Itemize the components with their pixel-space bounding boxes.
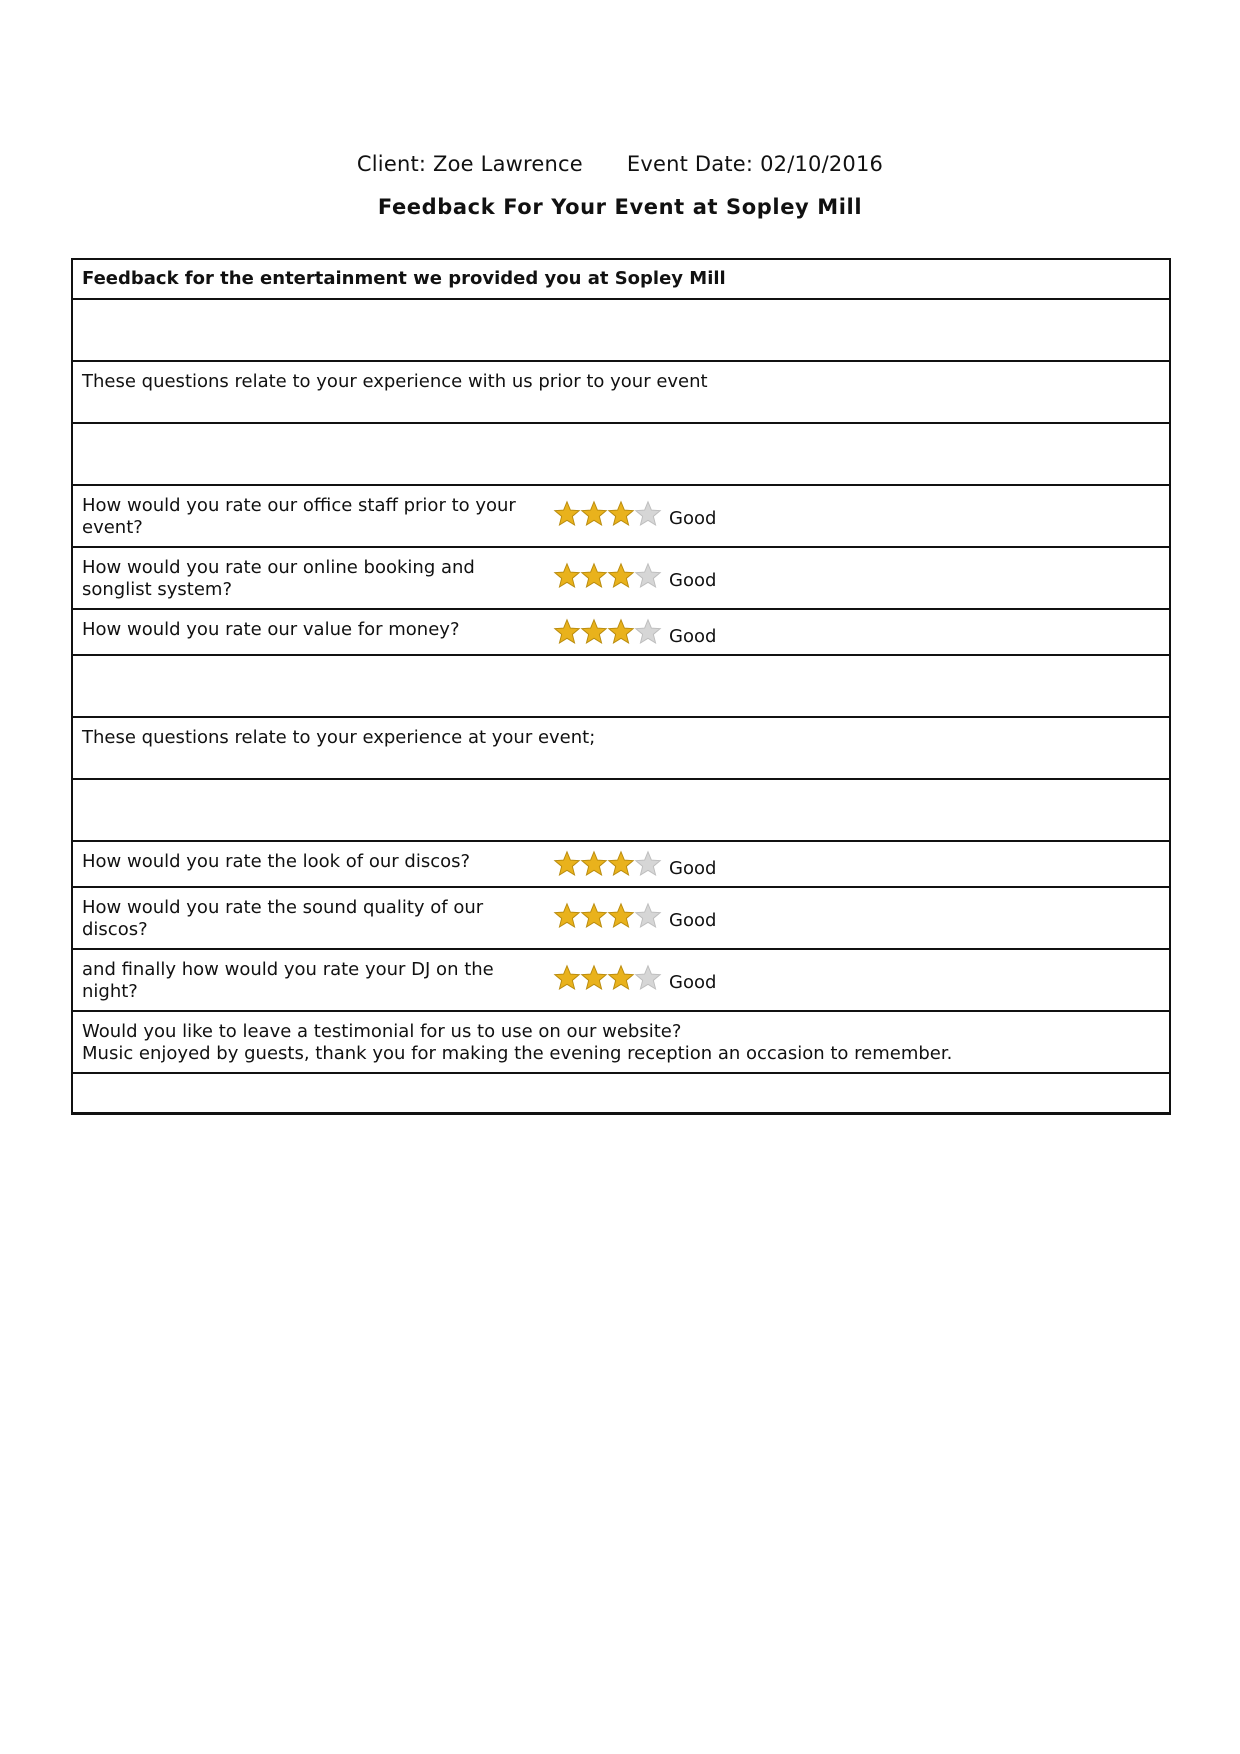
question-text: How would you rate our office staff prior to your event? — [82, 495, 516, 538]
star-group — [553, 902, 661, 930]
star-filled-icon — [553, 618, 581, 646]
section-row-before — [73, 362, 1169, 424]
page-title: Feedback For Your Event at Sopley Mill — [377, 195, 863, 219]
star-empty-icon — [634, 902, 662, 930]
star-empty-icon — [634, 618, 662, 646]
star-filled-icon — [607, 964, 635, 992]
star-rating — [553, 902, 716, 930]
star-group — [553, 850, 661, 878]
testimonial-question: Would you like to leave a testimonial for us to use on our website? — [82, 1021, 682, 1042]
question-row — [73, 842, 1169, 888]
star-filled-icon — [580, 500, 608, 528]
blank-row — [73, 1074, 1169, 1112]
question-row — [73, 950, 1169, 1012]
rating-label: Good — [669, 508, 717, 529]
table-heading: Feedback for the entertainment we provided you at Sopley Mill — [82, 268, 726, 289]
question-text: How would you rate our online booking and songlist system? — [82, 557, 475, 600]
star-filled-icon — [607, 850, 635, 878]
star-filled-icon — [553, 964, 581, 992]
event-date: Event Date: 02/10/2016 — [626, 152, 884, 176]
question-text: How would you rate the sound quality of our discos? — [82, 897, 484, 940]
question-text: How would you rate our value for money? — [82, 619, 460, 640]
star-filled-icon — [553, 850, 581, 878]
client-event-line — [0, 152, 1240, 176]
rating-label: Good — [669, 972, 717, 993]
star-filled-icon — [580, 562, 608, 590]
star-filled-icon — [553, 902, 581, 930]
star-rating — [553, 964, 716, 992]
blank-row — [73, 780, 1169, 842]
testimonial-answer: Music enjoyed by guests, thank you for making the evening reception an occasion to remember. — [82, 1043, 953, 1064]
star-empty-icon — [634, 850, 662, 878]
star-filled-icon — [607, 618, 635, 646]
rating-label: Good — [669, 626, 717, 647]
testimonial-block — [82, 1021, 1152, 1065]
question-row — [73, 548, 1169, 610]
blank-row — [73, 656, 1169, 718]
star-filled-icon — [580, 618, 608, 646]
star-group — [553, 500, 661, 528]
testimonial-row — [73, 1012, 1169, 1074]
rating-label: Good — [669, 858, 717, 879]
question-row — [73, 486, 1169, 548]
rating-label: Good — [669, 570, 717, 591]
question-text: How would you rate the look of our discos? — [82, 851, 471, 872]
star-group — [553, 964, 661, 992]
table-heading-row — [73, 260, 1169, 300]
feedback-table — [71, 258, 1171, 1115]
client-name: Client: Zoe Lawrence — [356, 152, 583, 176]
star-filled-icon — [580, 902, 608, 930]
star-empty-icon — [634, 500, 662, 528]
star-filled-icon — [553, 500, 581, 528]
star-filled-icon — [580, 850, 608, 878]
question-row — [73, 610, 1169, 656]
star-rating — [553, 500, 716, 528]
blank-row — [73, 424, 1169, 486]
star-empty-icon — [634, 562, 662, 590]
star-rating — [553, 562, 716, 590]
section-heading-during: These questions relate to your experience at your event; — [82, 727, 596, 748]
question-row — [73, 888, 1169, 950]
star-filled-icon — [607, 562, 635, 590]
star-group — [553, 618, 661, 646]
question-text: and finally how would you rate your DJ on the night? — [82, 959, 494, 1002]
blank-row — [73, 300, 1169, 362]
section-heading-before: These questions relate to your experience with us prior to your event — [82, 371, 708, 392]
rating-label: Good — [669, 910, 717, 931]
star-rating — [553, 850, 716, 878]
star-filled-icon — [580, 964, 608, 992]
star-group — [553, 562, 661, 590]
star-rating — [553, 618, 716, 646]
star-filled-icon — [607, 902, 635, 930]
star-filled-icon — [607, 500, 635, 528]
star-filled-icon — [553, 562, 581, 590]
star-empty-icon — [634, 964, 662, 992]
section-row-during — [73, 718, 1169, 780]
